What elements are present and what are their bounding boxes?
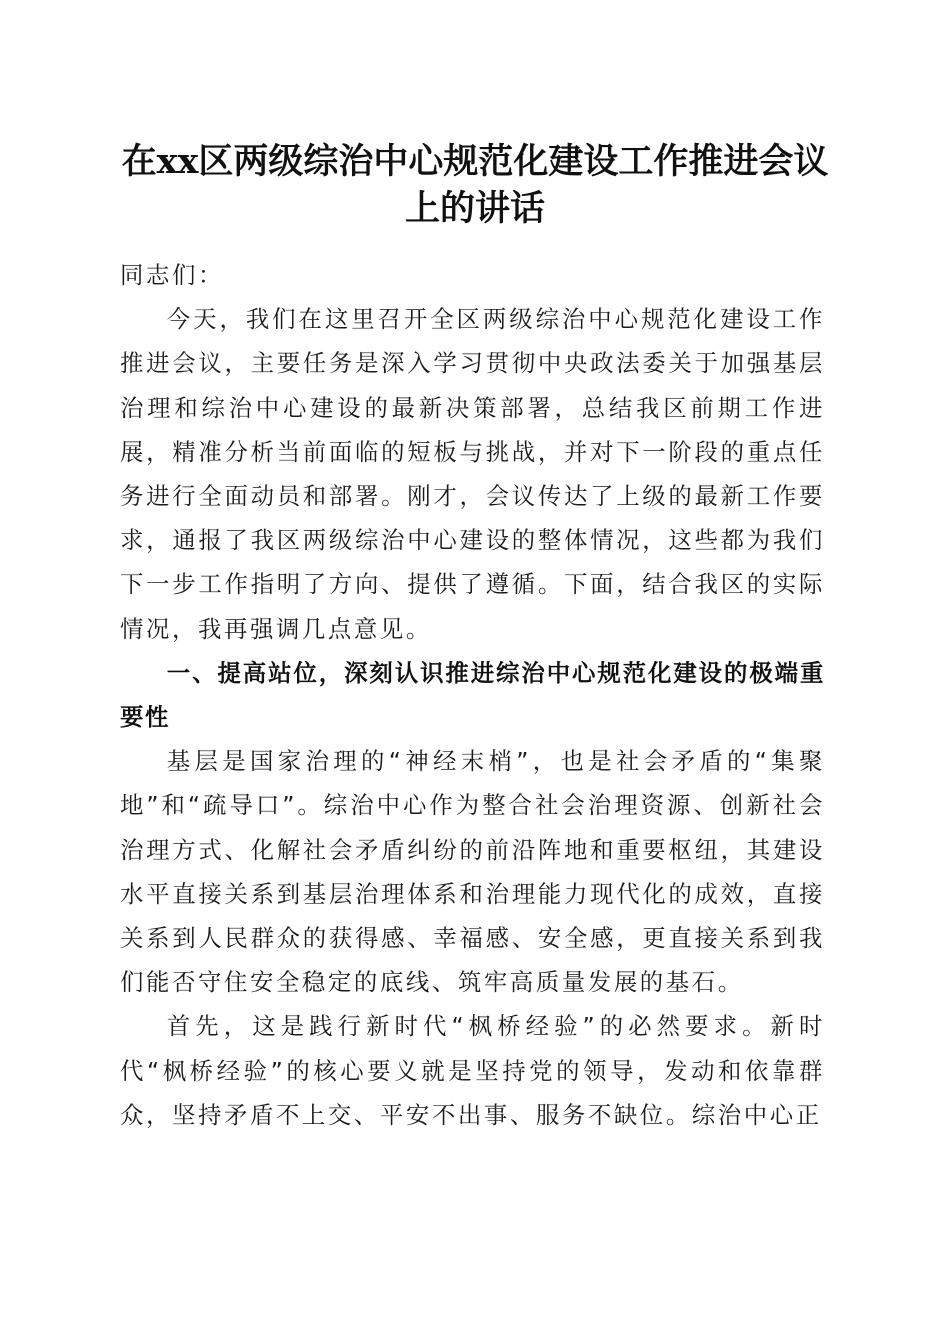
salutation: 同志们： bbox=[120, 261, 224, 289]
intro-paragraph: 今天，我们在这里召开全区两级综治中心规范化建设工作推进会议，主要任务是深入学习贯彻中央政法委关于加强基层治理和综治中心建设的最新决策部署，总结我区前期工作进展，精准分析当前面临的短板与挑战，并对下一阶段的重点任务进行全面动员和部署。刚才，会议传达了上级的最新工作要求，通报了我区两级综治中心建设的整体情况，这些都为我们下一步工作指明了方向、提供了遵循。下面，结合我区的实际情况，我再强调几点意见。 bbox=[120, 305, 825, 643]
document-title: 在xx区两级综治中心规范化建设工作推进会议上的讲话 bbox=[121, 141, 829, 229]
document-body bbox=[120, 253, 825, 1137]
section-paragraph-1: 基层是国家治理的“神经末梢”，也是社会矛盾的“集聚地”和“疏导口”。综治中心作为整合社会治理资源、创新社会治理方式、化解社会矛盾纠纷的前沿阵地和重要枢纽，其建设水平直接关系到基层治理体系和治理能力现代化的成效，直接关系到人民群众的获得感、幸福感、安全感，更直接关系到我们能否守住安全稳定的底线、筑牢高质量发展的基石。 bbox=[120, 747, 825, 997]
section-paragraph-2: 首先，这是践行新时代“枫桥经验”的必然要求。新时代“枫桥经验”的核心要义就是坚持党的领导，发动和依靠群众，坚持矛盾不上交、平安不出事、服务不缺位。综治中心正 bbox=[120, 1012, 825, 1129]
section-heading: 一、提高站位，深刻认识推进综治中心规范化建设的极端重要性 bbox=[120, 658, 825, 732]
